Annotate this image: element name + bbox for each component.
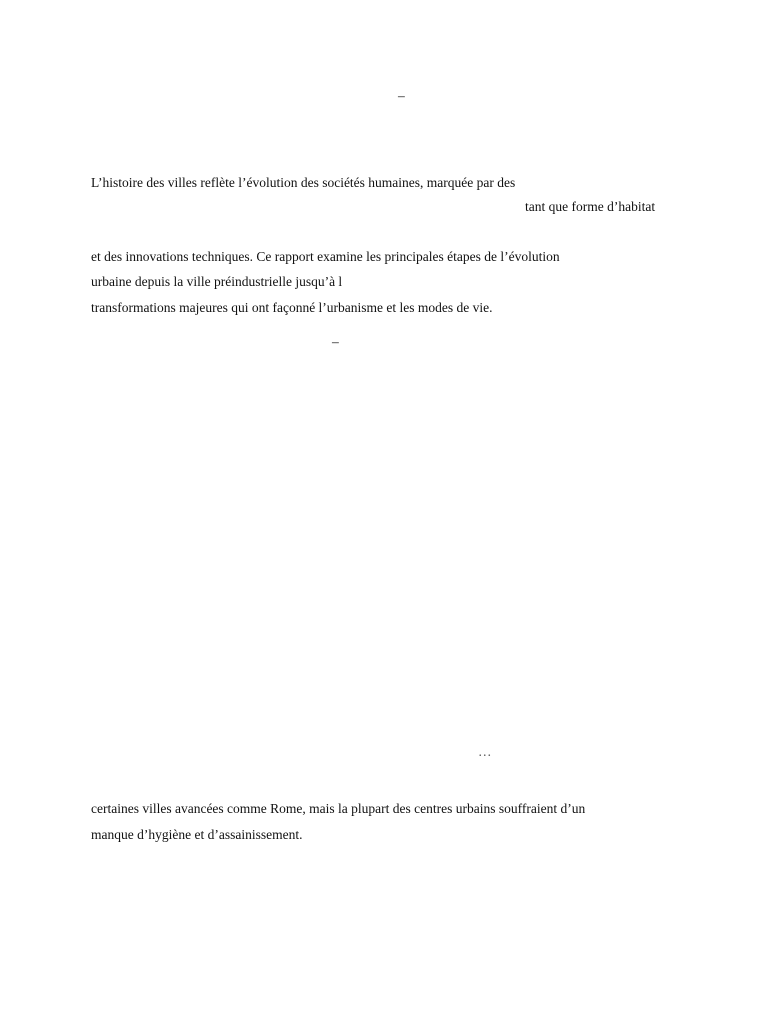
bottom-line-1: certaines villes avancées comme Rome, mais la plupart des centres urbains souffraient d’un	[91, 801, 586, 816]
paragraph-line-3: transformations majeures qui ont façonné l’urbanisme et les modes de vie.	[91, 300, 493, 315]
top-dash: –	[398, 88, 405, 103]
paragraph-line-1: et des innovations techniques. Ce rapport examine les principales étapes de l’évolution	[91, 249, 560, 264]
paragraph-line-2: urbaine depuis la ville préindustrielle jusqu’à l	[91, 274, 343, 289]
intro-line-1: L’histoire des villes reflète l’évolution des sociétés humaines, marquée par des	[91, 175, 516, 190]
ellipsis-mark: …	[478, 744, 492, 759]
bottom-line-2: manque d’hygiène et d’assainissement.	[91, 827, 303, 842]
middle-dash: –	[332, 334, 339, 349]
intro-line-2-fragment: tant que forme d’habitat	[525, 199, 656, 214]
